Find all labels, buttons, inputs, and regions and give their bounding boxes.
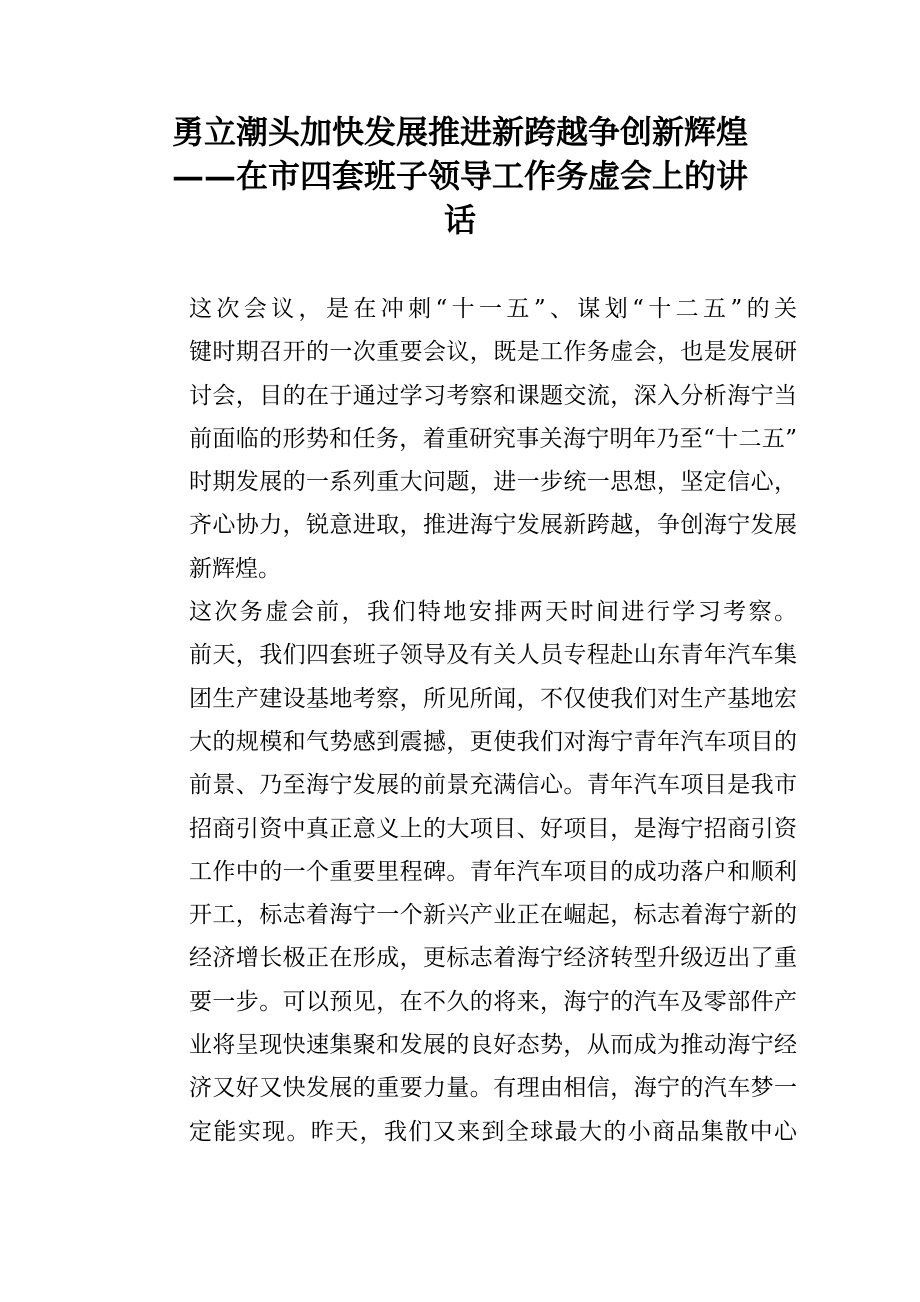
paragraph-2-line: 定能实现。昨天，我们又来到全球最大的小商品集散中心 bbox=[189, 1118, 797, 1145]
paragraph-2-line: 这次务虚会前，我们特地安排两天时间进行学习考察。 bbox=[189, 599, 797, 626]
paragraph-2-line: 大的规模和气势感到震撼，更使我们对海宁青年汽车项目的 bbox=[189, 728, 797, 755]
paragraph-2 bbox=[143, 591, 797, 1154]
document-body bbox=[143, 288, 797, 1154]
paragraph-1-line: 前面临的形势和任务，着重研究事关海宁明年乃至“十二五” bbox=[189, 425, 797, 452]
paragraph-2-line: 招商引资中真正意义上的大项目、好项目，是海宁招商引资 bbox=[189, 815, 797, 842]
paragraph-2-line: 团生产建设基地考察，所见所闻，不仅使我们对生产基地宏 bbox=[189, 685, 797, 712]
title-line-3: 话 bbox=[443, 201, 476, 239]
paragraph-2-line: 业将呈现快速集聚和发展的良好态势，从而成为推动海宁经 bbox=[189, 1032, 797, 1059]
document-title bbox=[140, 110, 780, 242]
title-line-1: 勇立潮头加快发展推进新跨越争创新辉煌 bbox=[171, 113, 748, 151]
paragraph-1-line: 讨会，目的在于通过学习考察和课题交流，深入分析海宁当 bbox=[189, 382, 797, 409]
paragraph-1-line: 键时期召开的一次重要会议，既是工作务虚会，也是发展研 bbox=[189, 339, 797, 366]
paragraph-2-line: 前景、乃至海宁发展的前景充满信心。青年汽车项目是我市 bbox=[189, 772, 797, 799]
paragraph-1-line: 齐心协力，锐意进取，推进海宁发展新跨越，争创海宁发展 bbox=[189, 512, 797, 539]
paragraph-2-line: 前天，我们四套班子领导及有关人员专程赴山东青年汽车集 bbox=[189, 642, 797, 669]
title-line-2: ——在市四套班子领导工作务虚会上的讲 bbox=[171, 157, 748, 195]
paragraph-1 bbox=[143, 288, 797, 591]
paragraph-2-line: 开工，标志着海宁一个新兴产业正在崛起，标志着海宁新的 bbox=[189, 902, 797, 929]
paragraph-1-line: 新辉煌。 bbox=[189, 555, 281, 582]
paragraph-2-line: 济又好又快发展的重要力量。有理由相信，海宁的汽车梦一 bbox=[189, 1075, 797, 1102]
paragraph-2-line: 经济增长极正在形成，更标志着海宁经济转型升级迈出了重 bbox=[189, 945, 797, 972]
paragraph-2-line: 要一步。可以预见，在不久的将来，海宁的汽车及零部件产 bbox=[189, 988, 797, 1015]
paragraph-2-line: 工作中的一个重要里程碑。青年汽车项目的成功落户和顺利 bbox=[189, 858, 797, 885]
paragraph-1-line: 这次会议，是在冲刺“十一五”、谋划“十二五”的关 bbox=[189, 296, 797, 322]
paragraph-1-line: 时期发展的一系列重大问题，进一步统一思想，坚定信心， bbox=[189, 469, 797, 496]
